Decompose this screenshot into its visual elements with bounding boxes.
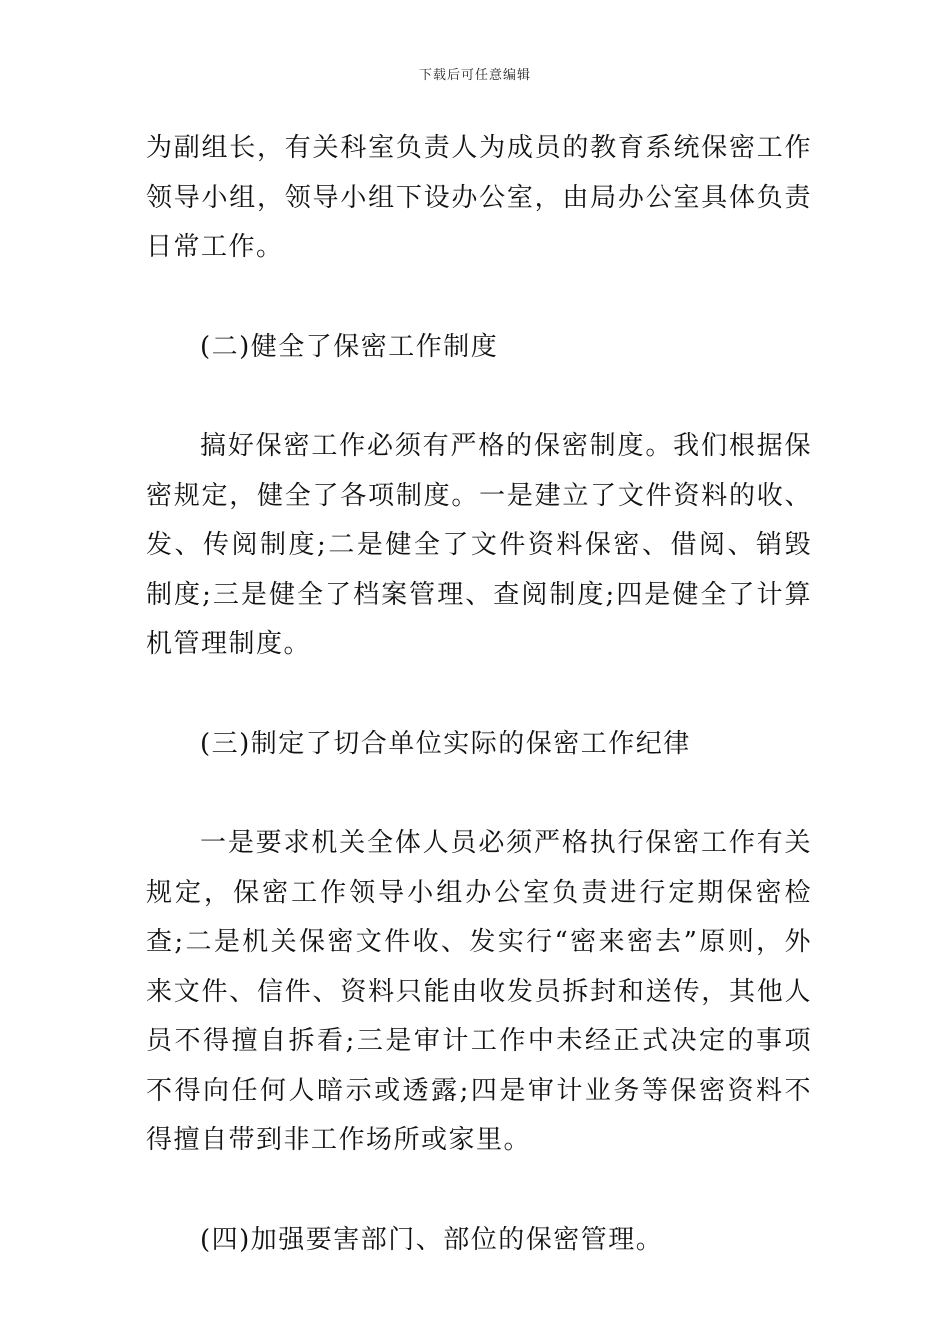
section-heading-3: (三)制定了切合单位实际的保密工作纪律 (200, 728, 691, 759)
paragraph-gap (146, 1166, 812, 1216)
paragraph-continuation: 为副组长，有关科室负责人为成员的教育系统保密工作领导小组，领导小组下设办公室，由局办公室具体负责日常工作。 (146, 133, 812, 262)
document-body (146, 124, 812, 1265)
paragraph-gap (146, 769, 812, 819)
paragraph-gap (146, 372, 812, 422)
page-header: 下载后可任意编辑 (418, 68, 531, 83)
section-heading-2: (二)健全了保密工作制度 (200, 331, 499, 362)
paragraph-gap (146, 670, 812, 720)
paragraph-gap (146, 273, 812, 323)
paragraph-confidentiality-system: 搞好保密工作必须有严格的保密制度。我们根据保密规定，健全了各项制度。一是建立了文件资料的收、发、传阅制度;二是健全了文件资料保密、借阅、销毁制度;三是健全了档案管理、查阅制度;四是健全了计算机管理制度。 (146, 431, 812, 659)
paragraph-confidentiality-discipline: 一是要求机关全体人员必须严格执行保密工作有关规定，保密工作领导小组办公室负责进行定期保密检查;二是机关保密文件收、发实行“密来密去”原则，外来文件、信件、资料只能由收发员拆封和送传，其他人员不得擅自拆看;三是审计工作中未经正式决定的事项不得向任何人暗示或透露;四是审计业务等保密资料不得擅自带到非工作场所或家里。 (146, 828, 812, 1155)
section-heading-4: (四)加强要害部门、部位的保密管理。 (200, 1224, 664, 1255)
